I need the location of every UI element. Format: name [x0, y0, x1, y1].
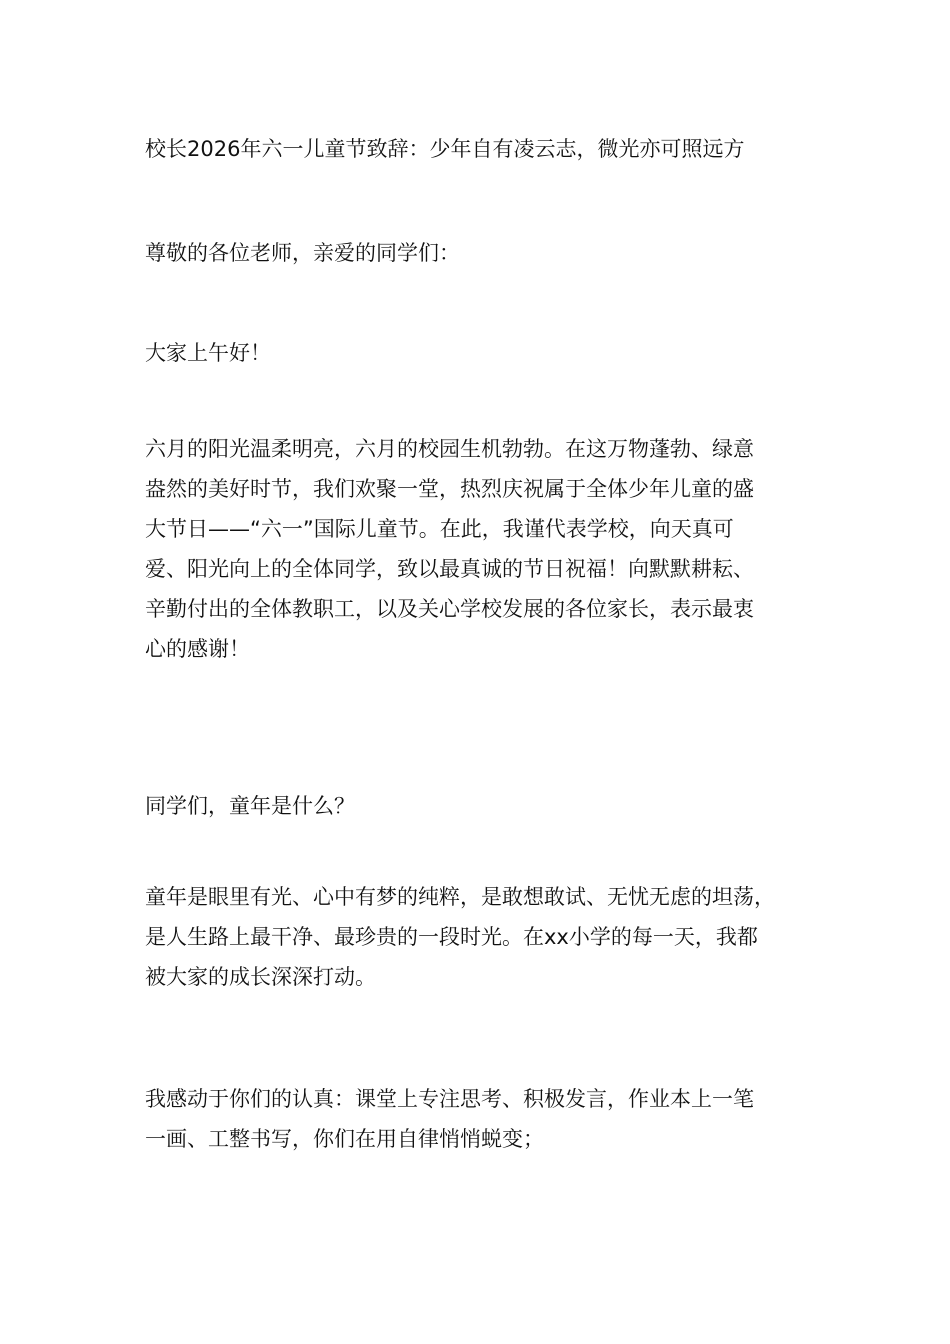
- greeting: 大家上午好！: [145, 341, 271, 365]
- salutation: 尊敬的各位老师，亲爱的同学们：: [145, 241, 460, 265]
- paragraph-childhood: 童年是眼里有光、心中有梦的纯粹，是敢想敢试、无忧无虑的坦荡， 是人生路上最干净、最珍贵的一段时光。在xx小学的每一天，我都 被大家的成长深深打动。: [145, 885, 775, 989]
- paragraph-opening: 六月的阳光温柔明亮，六月的校园生机勃勃。在这万物蓬勃、绿意 盎然的美好时节，我们欢聚一堂，热烈庆祝属于全体少年儿童的盛 大节日——“六一”国际儿童节。在此，我谨代表学校，向天真可 爱、阳光向上的全体同学，致以最真诚的节日祝福！向默默耕耘、 辛勤付出的全体教职工，以及关心学校发展的各位家长，表示最衷 心的感谢！: [145, 437, 754, 661]
- document-title: 校长2026年六一儿童节致辞：少年自有凌云志，微光亦可照远方: [145, 137, 745, 161]
- question-line: 同学们，童年是什么？: [145, 794, 355, 818]
- paragraph-diligence: 我感动于你们的认真：课堂上专注思考、积极发言，作业本上一笔 一画、工整书写，你们在用自律悄悄蜕变；: [145, 1087, 754, 1151]
